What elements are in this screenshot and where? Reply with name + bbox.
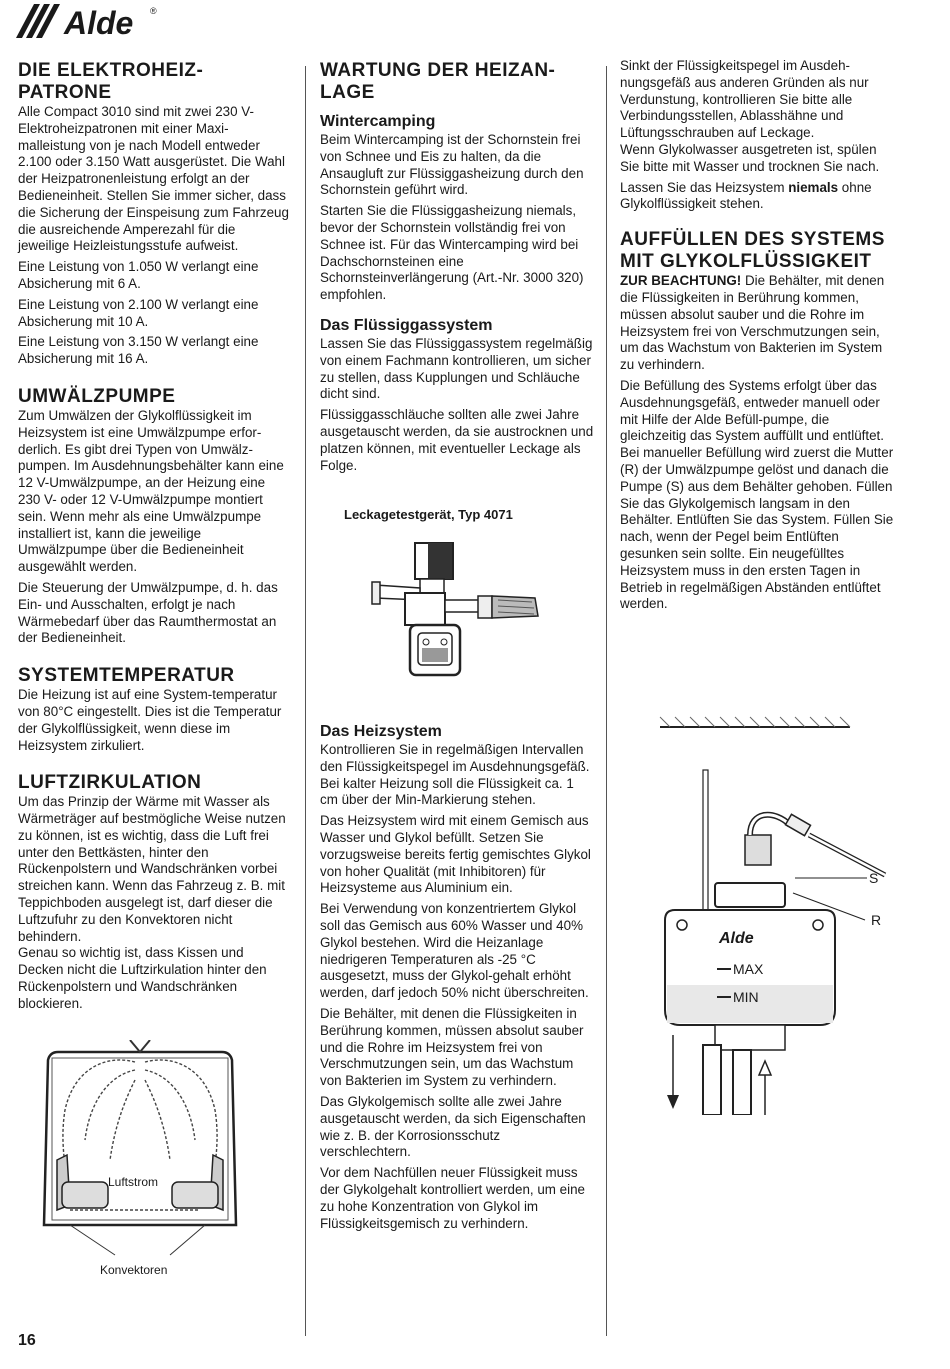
air-circulation-diagram [40,1040,240,1285]
logo-text: Alde [64,5,134,38]
leak-test-device-diagram [360,538,545,688]
paragraph: Zum Umwälzen der Glykolflüssigkeit im Heizsystem ist eine Umwälzpumpe erforderlich. Es gibt drei Typen von Umwälzpumpen. Im Ausdehnungsbehälter kann eine 12 V-Umwälzpumpe, an der Heizung eine 230 V- oder 12 V-Umwälzpumpe montiert sein. Wenn mehr als eine Umwälzpumpe installiert ist, kann die jeweilige Umwälzpumpe über die Bedieneinheit ausgewählt werden. [18,407,284,575]
paragraph: Eine Leistung von 2.100 W verlangt eine Absicherung mit 10 A. [18,296,259,329]
paragraph: Beim Wintercamping ist der Schornstein frei von Schnee und Eis zu halten, da die Ansaugluft zur Flüssiggasheizung durch den Schornstein geführt wird. [320,132,584,198]
paragraph: Um das Prinzip der Wärme mit Wasser als Wärmeträger auf bestmögliche Weise nutzen zu können, ist es wichtig, dass die Luft frei unter den Bettkästen, hinter den Rückenpolstern und Wandschränken vorbei streichen kann. Wenn das Fahrzeug z. B. mit Teppichboden ausgelegt ist, darf dieser die Luftzufuhr zu den Konvektoren nicht behindern. [18,794,286,944]
tank-brand-label: Alde [719,930,754,947]
paragraph: Vor dem Nachfüllen neuer Flüssigkeit muss der Glykolgehalt kontrolliert werden, um eine zu hohe Konzentration von Glykol im Flüssigkeitsgemisch zu verhindern. [320,1165,585,1231]
expansion-tank-diagram [655,715,895,1115]
paragraph: Lassen Sie das Flüssiggassystem regelmäßig von einem Fachmann kontrollieren, um sicher zu stellen, dass Kupplungen und Schläuche dicht sind. [320,335,593,402]
label-max: MAX [733,961,764,977]
column-divider-right [606,66,607,1336]
paragraph: Lassen Sie das Heizsystem niemals ohne Glykolflüssigkeit stehen. [620,179,872,212]
heading-elektroheizpatrone: DIE ELEKTROHEIZ- PATRONE [18,60,204,103]
figure-caption-leckagetest: Leckagetestgerät, Typ 4071 [344,507,513,522]
alde-logo [16,4,158,38]
heading-umwaelzpumpe: UMWÄLZPUMPE [18,385,176,407]
registered-mark: ® [150,6,157,16]
label-luftstrom: Luftstrom [108,1175,159,1189]
paragraph: Das Heizsystem wird mit einem Gemisch aus Wasser und Glykol befüllt. Setzen Sie vorzugsweise bereits fertig gemischtes Glykol von hoher Qualität (mit Inhibitoren) für Heizsysteme aus Aluminium ein. [320,813,591,896]
paragraph: ZUR BEACHTUNG! Die Behälter, mit denen die Flüssigkeiten in Berührung kommen, müssen absolut sauber und die Rohre im Heizsystem frei von Verschmutzungen sein, um das Wachstum von Bakterien im System zu verhindern. [620,273,885,373]
paragraph: Die Behälter, mit denen die Flüssigkeiten in Berührung kommen, müssen absolut sauber und die Rohre im Heizsystem frei von Verschmutzungen sein, um das Wachstum von Bakterien im System zu verhindern. [320,1005,584,1089]
page-number: 16 [18,1332,36,1349]
heading-wartung: WARTUNG DER HEIZAN- LAGE [320,60,556,103]
paragraph: Die Heizung ist auf eine System-temperatur von 80°C eingestellt. Dies ist die Temperatur der Glykolflüssigkeit, wenn diese im Heizsystem zirkuliert. [18,687,282,753]
paragraph: Sinkt der Flüssigkeitspegel im Ausdehnungsgefäß aus anderen Gründen als nur Verdunstung, kontrollieren Sie bitte alle Verbindungsstellen, Ablasshähne und Lüftungsschrauben auf Leckage. [620,58,869,141]
paragraph: Starten Sie die Flüssiggasheizung niemals, bevor der Schornstein vollständig frei von Schnee ist. Für das Wintercamping wird bei Dachschornsteinen eine Schornsteinverlängerung (Art.-Nr. 3000 320) empfohlen. [320,203,584,303]
paragraph: Die Befüllung des Systems erfolgt über das Ausdehnungsgefäß, entweder manuell oder mit Hilfe der Alde Befüll-pumpe, die gleichzeitig das System auffüllt und entlüftet. Bei manueller Befüllung wird zuerst die Mutter (R) der Umwälzpumpe gelöst und danach die Pumpe (S) aus dem Behälter gehoben. Füllen Sie das Glykolgemisch langsam in den Behälter. Entlüften Sie das System. Füllen Sie nach, wenn der Pegel beim Entlüften gesunken sein sollte. Ein neugefülltes Heizsystem muss in den ersten Tagen in Betrieb in regelmäßigen Abständen entlüftet werden. [620,377,894,612]
label-konvektoren: Konvektoren [100,1263,168,1277]
paragraph: Flüssiggasschläuche sollten alle zwei Jahre ausgetauscht werden, da sie austrocknen und platzen können, mit eventueller Leckage als Folge. [320,407,594,473]
paragraph: Eine Leistung von 1.050 W verlangt eine Absicherung mit 6 A. [18,259,259,291]
paragraph: Wenn Glykolwasser ausgetreten ist, spülen Sie bitte mit Wasser und trocknen Sie nach. [620,141,880,174]
subheading-wintercamping: Wintercamping [320,113,436,130]
column-middle [320,60,594,478]
label-s: S [869,870,879,886]
paragraph: Eine Leistung von 3.150 W verlangt eine Absicherung mit 16 A. [18,334,259,367]
heading-auffuellen: AUFFÜLLEN DES SYSTEMS MIT GLYKOLFLÜSSIGKEIT [620,229,885,273]
column-middle-lower [320,722,594,1236]
label-r: R [871,912,882,928]
heading-luftzirkulation: LUFTZIRKULATION [18,772,202,794]
paragraph: Alle Compact 3010 sind mit zwei 230 V-Elektroheizpatronen mit einer Maximalleistung von je nach Modell entweder 2.100 oder 3.150 Watt ausgerüstet. Die Wahl der Heizpatronenleistung erfolgt an der Bedieneinheit. Stellen Sie immer sicher, dass die Sicherung der Einspeisung zum Fahrzeug die ausreichende Amperezahl für die jeweilige Heizleistungsstufe aufweist. [18,104,289,254]
column-divider-left [305,66,306,1336]
paragraph: Bei Verwendung von konzentriertem Glykol soll das Gemisch aus 60% Wasser und 40% Glykol bestehen. Wird die Heizanlage niedrigeren Temperaturen als -25 °C ausgesetzt, muss der Glykol-gehalt erhöht werden, darf jedoch 50% nicht überschreiten. [320,901,589,1001]
paragraph: Das Glykolgemisch sollte alle zwei Jahre ausgetauscht werden, da sich Eigenschaften wie z. B. der Korrosionsschutz verschlechtern. [320,1093,586,1160]
paragraph: Die Steuerung der Umwälzpumpe, d. h. das Ein- und Ausschalten, erfolgt je nach Wärmebedarf über das Raumthermostat an der Bedieneinheit. [18,579,278,646]
label-min: MIN [733,989,759,1005]
subheading-fluessiggassystem: Das Flüssiggassystem [320,316,493,334]
column-left [18,60,290,1017]
paragraph: Kontrollieren Sie in regelmäßigen Intervallen den Flüssigkeitspegel im Ausdehnungsgefäß. Bei kalter Heizung soll die Flüssigkeit ca. 1 cm über der Min-Markierung stehen. [320,742,590,808]
heading-systemtemperatur: SYSTEMTEMPERATUR [18,665,235,687]
paragraph: Genau so wichtig ist, dass Kissen und Decken nicht die Luftzirkulation hinter den Rückenpolstern und Wandschränken blockieren. [18,945,267,1011]
subheading-heizsystem: Das Heizsystem [320,723,442,740]
column-right [620,58,898,617]
